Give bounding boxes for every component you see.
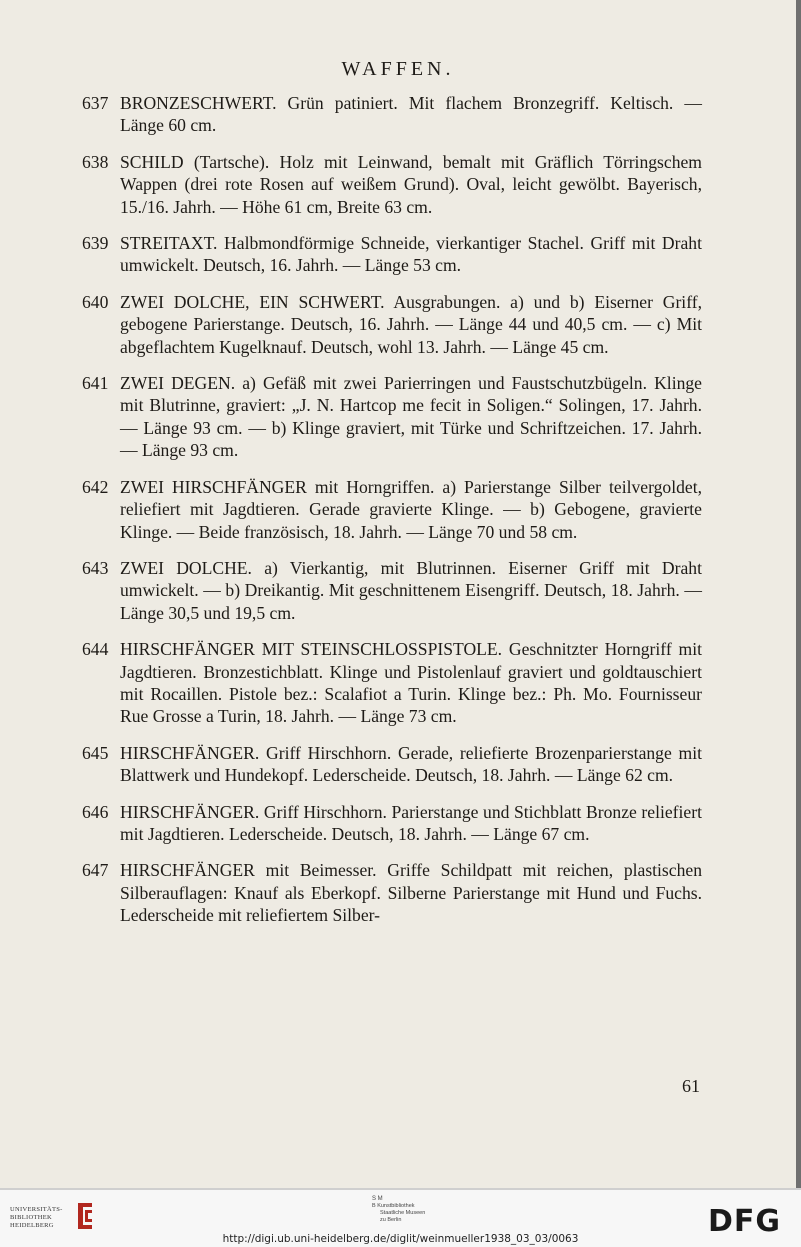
library-name-line: BIBLIOTHEK xyxy=(10,1214,52,1221)
entry-text: SCHILD (Tartsche). Holz mit Leinwand, bemalt mit Gräflich Törringschem Wappen (drei rote Rosen auf weißem Grund). Oval, leicht gewölbt. Bayerisch, 15./16. Jahrh. — Höhe 61 cm, Breite 63 cm. xyxy=(120,151,702,217)
source-url-link[interactable]: http://digi.ub.uni-heidelberg.de/diglit/weinmueller1938_03_03/0063 xyxy=(222,1233,579,1245)
entry-text: ZWEI DOLCHE. a) Vierkantig, mit Blutrinnen. Eiserner Griff mit Draht umwickelt. — b) Dreikantig. Mit geschnittenem Eisengriff. Deutsch, 18. Jahrh. — Länge 30,5 und 19,5 cm. xyxy=(120,557,702,623)
page-edge-shadow xyxy=(796,0,801,1188)
entry-number: 642 xyxy=(82,476,109,497)
entry-text: ZWEI DEGEN. a) Gefäß mit zwei Parierringen und Faustschutzbügeln. Klinge mit Blutrinne, graviert: „J. N. Hartcop me fecit in Soligen.“ Solingen, 17. Jahrh. — Länge 93 cm. — b) Klinge graviert, mit Türke und Schriftzeichen. 17. Jahrh. — Länge 93 cm. xyxy=(120,373,702,461)
entry-number: 638 xyxy=(82,151,109,172)
museum-line: zu Berlin xyxy=(380,1217,402,1223)
entry-text: HIRSCHFÄNGER. Griff Hirschhorn. Gerade, reliefierte Brozenparierstange mit Blattwerk und Hundekopf. Lederscheide. Deutsch, 18. Jahrh. — Länge 62 cm. xyxy=(120,742,702,786)
entry-number: 641 xyxy=(82,373,109,394)
heidelberg-library-logo-icon[interactable] xyxy=(74,1201,96,1231)
sm-mark: S M xyxy=(372,1196,383,1202)
entry-number: 639 xyxy=(82,233,109,254)
catalog-entry xyxy=(82,557,702,624)
entry-text: BRONZESCHWERT. Grün patiniert. Mit flachem Bronzegriff. Keltisch. — Länge 60 cm. xyxy=(120,93,702,136)
entry-number: 644 xyxy=(82,639,109,660)
entry-number: 643 xyxy=(82,557,109,578)
dfg-logo[interactable]: DFG xyxy=(708,1204,782,1239)
catalog-entry xyxy=(82,742,702,787)
catalog-entry xyxy=(82,151,702,218)
kunstbibliothek-credit[interactable] xyxy=(372,1196,462,1224)
catalog-entry xyxy=(82,291,702,358)
catalog-entry xyxy=(82,92,702,137)
library-name-line: HEIDELBERG xyxy=(10,1222,54,1229)
entry-number: 647 xyxy=(82,860,109,881)
entry-text: ZWEI DOLCHE, EIN SCHWERT. Ausgrabungen. a) und b) Eiserner Griff, gebogene Parierstange. Deutsch, 16. Jahrh. — Länge 44 und 40,5 cm. — c) Mit abgeflachtem Kugelknauf. Deutsch, wohl 13. Jahrh. — Länge 45 cm. xyxy=(120,291,702,357)
sm-letter: B xyxy=(372,1203,376,1209)
museum-line: Kunstbibliothek xyxy=(377,1203,415,1209)
entry-text: HIRSCHFÄNGER. Griff Hirschhorn. Parierstange und Stichblatt Bronze reliefiert mit Jagdtieren. Lederscheide. Deutsch, 18. Jahrh. — Länge 67 cm. xyxy=(120,801,702,844)
entry-number: 637 xyxy=(82,93,109,113)
footer-divider xyxy=(0,1188,801,1190)
page-title: WAFFEN. xyxy=(341,58,455,80)
catalog-entries xyxy=(82,92,702,941)
catalog-entry xyxy=(82,232,702,277)
library-name[interactable] xyxy=(10,1206,74,1230)
entry-number: 646 xyxy=(82,801,109,822)
entry-text: HIRSCHFÄNGER MIT STEINSCHLOSSPISTOLE. Geschnitzter Horngriff mit Jagdtieren. Bronzestichblatt. Klinge und Pistolenlauf graviert und goldtauschiert mit Rocaillen. Pistole bez.: Scalafiot a Turin. Klinge bez.: Ph. Mo. Fournisseur Rue Grosse a Turin, 18. Jahrh. — Länge 73 cm. xyxy=(120,639,702,727)
catalog-entry xyxy=(82,801,702,846)
page-number: 61 xyxy=(682,1076,700,1096)
catalog-entry xyxy=(82,638,702,728)
museum-line: Staatliche Museen xyxy=(380,1210,426,1216)
catalog-entry xyxy=(82,372,702,462)
viewer-footer xyxy=(0,1188,801,1247)
catalog-entry xyxy=(82,476,702,543)
catalog-entry xyxy=(82,859,702,926)
entry-text: STREITAXT. Halbmondförmige Schneide, vierkantiger Stachel. Griff mit Draht umwickelt. Deutsch, 16. Jahrh. — Länge 53 cm. xyxy=(120,233,702,276)
entry-text: HIRSCHFÄNGER mit Beimesser. Griffe Schildpatt mit reichen, plastischen Silberauflagen: Knauf als Eberkopf. Silberne Parierstange mit Hund und Fuchs. Lederscheide mit reliefiertem Silber- xyxy=(120,860,702,926)
library-name-line: UNIVERSITÄTS- xyxy=(10,1206,63,1213)
entry-number: 645 xyxy=(82,742,109,763)
entry-number: 640 xyxy=(82,291,109,312)
entry-text: ZWEI HIRSCHFÄNGER mit Horngriffen. a) Parierstange Silber teilvergoldet, reliefiert mit Jagdtieren. Gerade gravierte Klinge. — b) Gebogene, gravierte Klinge. — Beide französisch, 18. Jahrh. — Länge 70 und 58 cm. xyxy=(120,476,702,542)
